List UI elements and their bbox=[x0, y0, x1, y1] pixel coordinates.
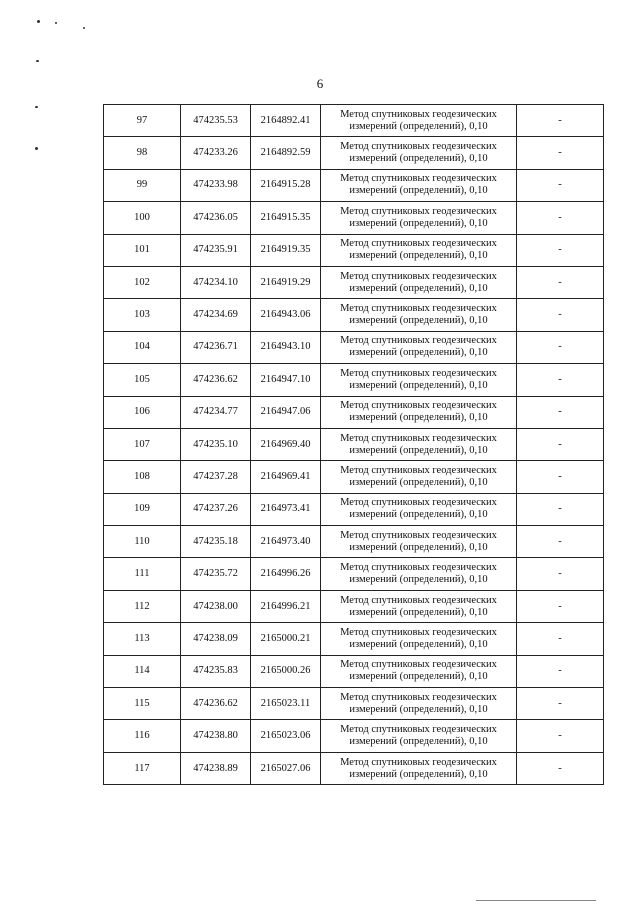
scan-speck bbox=[36, 60, 39, 62]
y-coordinate-cell: 2164919.35 bbox=[251, 234, 321, 266]
table-row bbox=[104, 428, 604, 460]
method-cell: Метод спутниковых геодезических измерений (определений), 0,10 bbox=[321, 105, 517, 137]
y-coordinate-cell: 2164947.06 bbox=[251, 396, 321, 428]
point-number-cell: 113 bbox=[104, 623, 181, 655]
x-coordinate-cell: 474237.26 bbox=[181, 493, 251, 525]
y-coordinate-cell: 2165027.06 bbox=[251, 752, 321, 784]
x-coordinate-cell: 474238.09 bbox=[181, 623, 251, 655]
table-row bbox=[104, 720, 604, 752]
point-number-cell: 116 bbox=[104, 720, 181, 752]
method-cell: Метод спутниковых геодезических измерений (определений), 0,10 bbox=[321, 720, 517, 752]
table-row bbox=[104, 331, 604, 363]
point-number-cell: 108 bbox=[104, 461, 181, 493]
method-cell: Метод спутниковых геодезических измерений (определений), 0,10 bbox=[321, 493, 517, 525]
y-coordinate-cell: 2164973.40 bbox=[251, 526, 321, 558]
point-number-cell: 101 bbox=[104, 234, 181, 266]
x-coordinate-cell: 474235.10 bbox=[181, 428, 251, 460]
point-number-cell: 117 bbox=[104, 752, 181, 784]
note-cell: - bbox=[517, 461, 604, 493]
method-cell: Метод спутниковых геодезических измерений (определений), 0,10 bbox=[321, 169, 517, 201]
y-coordinate-cell: 2164943.06 bbox=[251, 299, 321, 331]
scan-speck bbox=[35, 106, 38, 108]
x-coordinate-cell: 474238.80 bbox=[181, 720, 251, 752]
y-coordinate-cell: 2165000.26 bbox=[251, 655, 321, 687]
x-coordinate-cell: 474235.53 bbox=[181, 105, 251, 137]
y-coordinate-cell: 2165023.11 bbox=[251, 688, 321, 720]
table-row bbox=[104, 590, 604, 622]
note-cell: - bbox=[517, 396, 604, 428]
footer-line bbox=[476, 900, 596, 901]
x-coordinate-cell: 474235.72 bbox=[181, 558, 251, 590]
y-coordinate-cell: 2164919.29 bbox=[251, 266, 321, 298]
table-row bbox=[104, 137, 604, 169]
note-cell: - bbox=[517, 202, 604, 234]
note-cell: - bbox=[517, 364, 604, 396]
x-coordinate-cell: 474234.77 bbox=[181, 396, 251, 428]
note-cell: - bbox=[517, 720, 604, 752]
scan-speck bbox=[55, 22, 57, 24]
method-cell: Метод спутниковых геодезических измерений (определений), 0,10 bbox=[321, 752, 517, 784]
point-number-cell: 102 bbox=[104, 266, 181, 298]
table-row bbox=[104, 169, 604, 201]
method-cell: Метод спутниковых геодезических измерений (определений), 0,10 bbox=[321, 558, 517, 590]
point-number-cell: 98 bbox=[104, 137, 181, 169]
scan-speck bbox=[35, 147, 38, 150]
table-row bbox=[104, 493, 604, 525]
y-coordinate-cell: 2164915.28 bbox=[251, 169, 321, 201]
x-coordinate-cell: 474233.98 bbox=[181, 169, 251, 201]
point-number-cell: 104 bbox=[104, 331, 181, 363]
method-cell: Метод спутниковых геодезических измерений (определений), 0,10 bbox=[321, 396, 517, 428]
x-coordinate-cell: 474235.91 bbox=[181, 234, 251, 266]
table-row bbox=[104, 396, 604, 428]
y-coordinate-cell: 2164892.59 bbox=[251, 137, 321, 169]
y-coordinate-cell: 2164892.41 bbox=[251, 105, 321, 137]
table-body bbox=[104, 105, 604, 785]
point-number-cell: 111 bbox=[104, 558, 181, 590]
point-number-cell: 103 bbox=[104, 299, 181, 331]
note-cell: - bbox=[517, 558, 604, 590]
x-coordinate-cell: 474237.28 bbox=[181, 461, 251, 493]
table-row bbox=[104, 623, 604, 655]
x-coordinate-cell: 474236.71 bbox=[181, 331, 251, 363]
point-number-cell: 109 bbox=[104, 493, 181, 525]
y-coordinate-cell: 2164996.26 bbox=[251, 558, 321, 590]
table-row bbox=[104, 752, 604, 784]
table-row bbox=[104, 364, 604, 396]
y-coordinate-cell: 2164969.40 bbox=[251, 428, 321, 460]
table-row bbox=[104, 299, 604, 331]
y-coordinate-cell: 2164943.10 bbox=[251, 331, 321, 363]
x-coordinate-cell: 474236.05 bbox=[181, 202, 251, 234]
method-cell: Метод спутниковых геодезических измерений (определений), 0,10 bbox=[321, 299, 517, 331]
note-cell: - bbox=[517, 688, 604, 720]
method-cell: Метод спутниковых геодезических измерений (определений), 0,10 bbox=[321, 655, 517, 687]
point-number-cell: 115 bbox=[104, 688, 181, 720]
method-cell: Метод спутниковых геодезических измерений (определений), 0,10 bbox=[321, 590, 517, 622]
method-cell: Метод спутниковых геодезических измерений (определений), 0,10 bbox=[321, 137, 517, 169]
table-row bbox=[104, 655, 604, 687]
point-number-cell: 112 bbox=[104, 590, 181, 622]
x-coordinate-cell: 474235.18 bbox=[181, 526, 251, 558]
y-coordinate-cell: 2164996.21 bbox=[251, 590, 321, 622]
point-number-cell: 100 bbox=[104, 202, 181, 234]
scan-speck bbox=[83, 27, 85, 29]
table-row bbox=[104, 461, 604, 493]
note-cell: - bbox=[517, 299, 604, 331]
method-cell: Метод спутниковых геодезических измерений (определений), 0,10 bbox=[321, 266, 517, 298]
table-row bbox=[104, 202, 604, 234]
note-cell: - bbox=[517, 266, 604, 298]
table-row bbox=[104, 266, 604, 298]
note-cell: - bbox=[517, 105, 604, 137]
x-coordinate-cell: 474234.10 bbox=[181, 266, 251, 298]
note-cell: - bbox=[517, 234, 604, 266]
method-cell: Метод спутниковых геодезических измерений (определений), 0,10 bbox=[321, 428, 517, 460]
x-coordinate-cell: 474236.62 bbox=[181, 364, 251, 396]
coordinates-table bbox=[103, 104, 604, 785]
y-coordinate-cell: 2164973.41 bbox=[251, 493, 321, 525]
method-cell: Метод спутниковых геодезических измерений (определений), 0,10 bbox=[321, 234, 517, 266]
x-coordinate-cell: 474238.00 bbox=[181, 590, 251, 622]
x-coordinate-cell: 474234.69 bbox=[181, 299, 251, 331]
table-row bbox=[104, 234, 604, 266]
note-cell: - bbox=[517, 137, 604, 169]
x-coordinate-cell: 474238.89 bbox=[181, 752, 251, 784]
table-row bbox=[104, 526, 604, 558]
x-coordinate-cell: 474236.62 bbox=[181, 688, 251, 720]
note-cell: - bbox=[517, 752, 604, 784]
x-coordinate-cell: 474235.83 bbox=[181, 655, 251, 687]
method-cell: Метод спутниковых геодезических измерений (определений), 0,10 bbox=[321, 688, 517, 720]
note-cell: - bbox=[517, 169, 604, 201]
method-cell: Метод спутниковых геодезических измерений (определений), 0,10 bbox=[321, 526, 517, 558]
note-cell: - bbox=[517, 331, 604, 363]
table-row bbox=[104, 105, 604, 137]
point-number-cell: 107 bbox=[104, 428, 181, 460]
y-coordinate-cell: 2165023.06 bbox=[251, 720, 321, 752]
note-cell: - bbox=[517, 526, 604, 558]
point-number-cell: 105 bbox=[104, 364, 181, 396]
scan-speck bbox=[37, 20, 40, 23]
point-number-cell: 97 bbox=[104, 105, 181, 137]
table-row bbox=[104, 688, 604, 720]
method-cell: Метод спутниковых геодезических измерений (определений), 0,10 bbox=[321, 461, 517, 493]
method-cell: Метод спутниковых геодезических измерений (определений), 0,10 bbox=[321, 623, 517, 655]
note-cell: - bbox=[517, 428, 604, 460]
note-cell: - bbox=[517, 493, 604, 525]
point-number-cell: 99 bbox=[104, 169, 181, 201]
y-coordinate-cell: 2164915.35 bbox=[251, 202, 321, 234]
note-cell: - bbox=[517, 623, 604, 655]
point-number-cell: 110 bbox=[104, 526, 181, 558]
point-number-cell: 106 bbox=[104, 396, 181, 428]
note-cell: - bbox=[517, 655, 604, 687]
method-cell: Метод спутниковых геодезических измерений (определений), 0,10 bbox=[321, 331, 517, 363]
method-cell: Метод спутниковых геодезических измерений (определений), 0,10 bbox=[321, 364, 517, 396]
point-number-cell: 114 bbox=[104, 655, 181, 687]
page-number: 6 bbox=[316, 76, 324, 91]
y-coordinate-cell: 2165000.21 bbox=[251, 623, 321, 655]
method-cell: Метод спутниковых геодезических измерений (определений), 0,10 bbox=[321, 202, 517, 234]
y-coordinate-cell: 2164969.41 bbox=[251, 461, 321, 493]
table-row bbox=[104, 558, 604, 590]
note-cell: - bbox=[517, 590, 604, 622]
x-coordinate-cell: 474233.26 bbox=[181, 137, 251, 169]
y-coordinate-cell: 2164947.10 bbox=[251, 364, 321, 396]
